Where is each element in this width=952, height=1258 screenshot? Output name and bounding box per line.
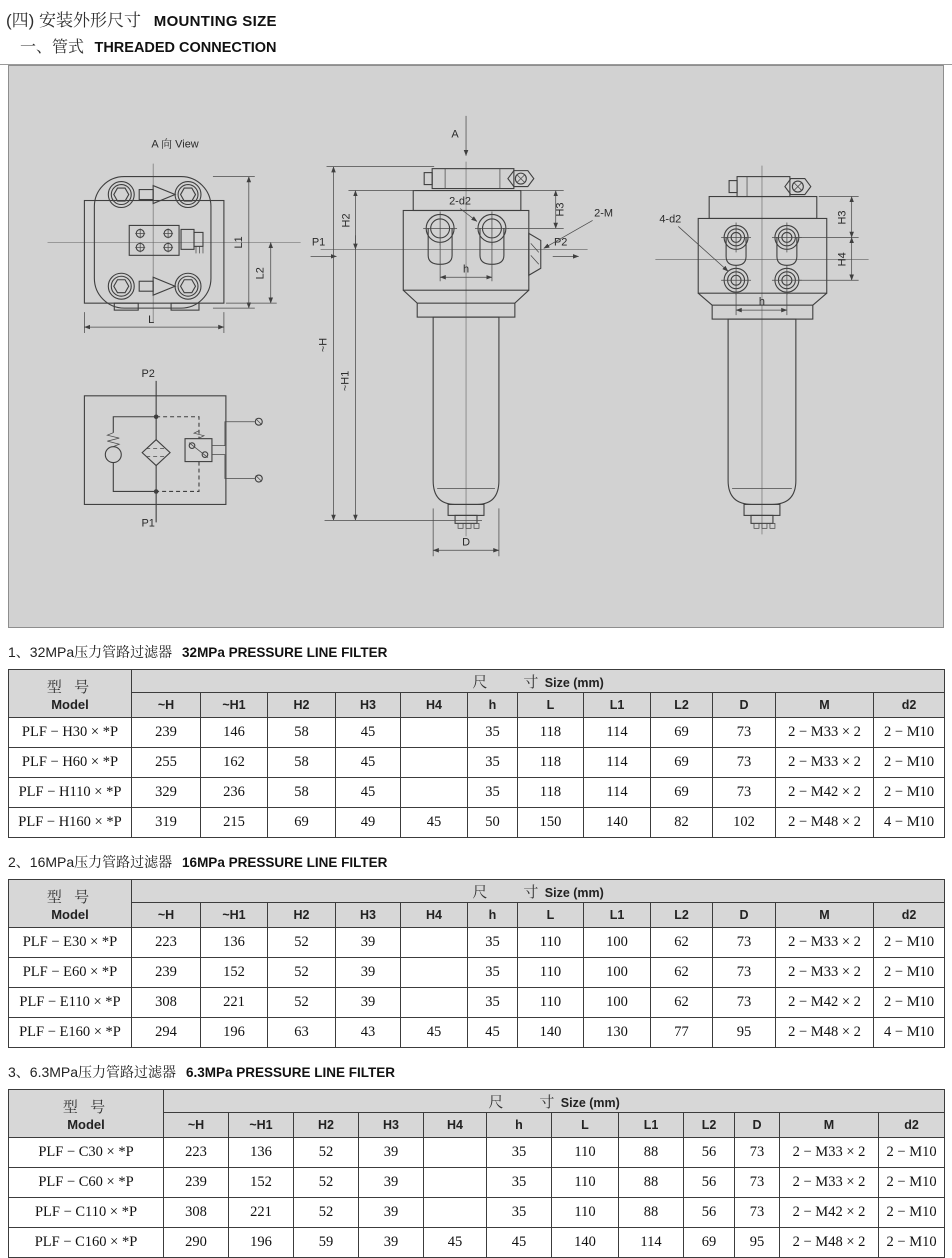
value-cell: 69 bbox=[651, 718, 713, 748]
value-cell: 56 bbox=[684, 1198, 735, 1228]
value-cell: 223 bbox=[164, 1138, 229, 1168]
table-row bbox=[9, 748, 945, 778]
value-cell: 73 bbox=[735, 1198, 780, 1228]
caption-zh: 3、6.3MPa压力管路过滤器 bbox=[8, 1064, 177, 1080]
value-cell: 58 bbox=[268, 778, 336, 808]
caption-zh: 1、32MPa压力管路过滤器 bbox=[8, 644, 173, 660]
value-cell: 239 bbox=[132, 718, 201, 748]
value-cell: 2 − M10 bbox=[879, 1228, 945, 1258]
port-label-p2: P2 bbox=[553, 236, 568, 249]
value-cell: 69 bbox=[268, 808, 336, 838]
value-cell: 88 bbox=[619, 1198, 684, 1228]
value-cell: 118 bbox=[518, 718, 584, 748]
dim-label-l1: L1 bbox=[232, 236, 245, 249]
value-cell: 2 − M42 × 2 bbox=[776, 778, 874, 808]
value-cell: 319 bbox=[132, 808, 201, 838]
column-header-h4: H4 bbox=[401, 903, 468, 928]
value-cell: 110 bbox=[518, 988, 584, 1018]
value-cell: 114 bbox=[619, 1228, 684, 1258]
model-cell: PLF − E30 × *P bbox=[9, 928, 132, 958]
value-cell: 45 bbox=[401, 1018, 468, 1048]
value-cell: 2 − M10 bbox=[874, 988, 945, 1018]
value-cell bbox=[424, 1138, 487, 1168]
column-header-h2: H2 bbox=[268, 903, 336, 928]
value-cell: 35 bbox=[487, 1168, 552, 1198]
value-cell: 62 bbox=[651, 958, 713, 988]
column-header-h3: H3 bbox=[336, 903, 401, 928]
value-cell: 73 bbox=[713, 958, 776, 988]
model-cell: PLF − C30 × *P bbox=[9, 1138, 164, 1168]
value-cell: 39 bbox=[336, 958, 401, 988]
column-header-l: L bbox=[518, 903, 584, 928]
column-header-h: ~H bbox=[132, 693, 201, 718]
value-cell: 308 bbox=[132, 988, 201, 1018]
technical-drawing bbox=[8, 65, 944, 628]
column-header-l1: L1 bbox=[619, 1113, 684, 1138]
table-row bbox=[9, 1018, 945, 1048]
table-row bbox=[9, 1198, 945, 1228]
dim-label-h-total: ~H bbox=[317, 337, 330, 353]
table-row bbox=[9, 928, 945, 958]
value-cell: 239 bbox=[132, 958, 201, 988]
column-header-l2: L2 bbox=[651, 903, 713, 928]
value-cell: 63 bbox=[268, 1018, 336, 1048]
page-title bbox=[0, 4, 952, 31]
page-header bbox=[0, 0, 952, 65]
value-cell: 52 bbox=[294, 1198, 359, 1228]
value-cell: 56 bbox=[684, 1138, 735, 1168]
column-header-d: D bbox=[713, 903, 776, 928]
value-cell bbox=[401, 748, 468, 778]
value-cell: 2 − M33 × 2 bbox=[776, 718, 874, 748]
dim-label-h2: H2 bbox=[340, 213, 353, 228]
value-cell: 2 − M48 × 2 bbox=[776, 808, 874, 838]
size-header-zh: 尺 寸 bbox=[472, 883, 541, 901]
value-cell: 56 bbox=[684, 1168, 735, 1198]
value-cell: 221 bbox=[229, 1198, 294, 1228]
model-cell: PLF − C110 × *P bbox=[9, 1198, 164, 1228]
value-cell: 2 − M10 bbox=[879, 1138, 945, 1168]
value-cell: 2 − M33 × 2 bbox=[776, 748, 874, 778]
callout-4-d2: 4-d2 bbox=[659, 213, 682, 226]
model-header-zh: 型 号 bbox=[46, 888, 94, 906]
value-cell: 239 bbox=[164, 1168, 229, 1198]
column-header-h: ~H bbox=[164, 1113, 229, 1138]
model-cell: PLF − E110 × *P bbox=[9, 988, 132, 1018]
value-cell: 2 − M10 bbox=[874, 958, 945, 988]
column-header-h2: H2 bbox=[268, 693, 336, 718]
value-cell: 2 − M33 × 2 bbox=[780, 1168, 879, 1198]
table-caption-32mpa bbox=[8, 642, 952, 662]
table-row bbox=[9, 958, 945, 988]
column-header-l2: L2 bbox=[651, 693, 713, 718]
column-header-h1: ~H1 bbox=[229, 1113, 294, 1138]
column-header-h: ~H bbox=[132, 903, 201, 928]
table-row bbox=[9, 1228, 945, 1258]
value-cell: 140 bbox=[584, 808, 651, 838]
value-cell: 152 bbox=[229, 1168, 294, 1198]
value-cell: 114 bbox=[584, 748, 651, 778]
drawing-svg bbox=[9, 66, 943, 627]
value-cell: 69 bbox=[651, 748, 713, 778]
value-cell: 118 bbox=[518, 748, 584, 778]
value-cell: 146 bbox=[201, 718, 268, 748]
caption-zh: 2、16MPa压力管路过滤器 bbox=[8, 854, 173, 870]
model-cell: PLF − E60 × *P bbox=[9, 958, 132, 988]
value-cell: 39 bbox=[359, 1228, 424, 1258]
column-header-d: D bbox=[735, 1113, 780, 1138]
column-header-d: D bbox=[713, 693, 776, 718]
column-header-h: h bbox=[468, 903, 518, 928]
size-header-zh: 尺 寸 bbox=[488, 1093, 557, 1111]
model-cell: PLF − C60 × *P bbox=[9, 1168, 164, 1198]
value-cell: 110 bbox=[552, 1198, 619, 1228]
model-column-header bbox=[9, 670, 132, 718]
column-header-l: L bbox=[518, 693, 584, 718]
value-cell: 2 − M42 × 2 bbox=[776, 988, 874, 1018]
dim-label-h3: H3 bbox=[554, 202, 567, 217]
column-header-m: M bbox=[776, 693, 874, 718]
value-cell: 150 bbox=[518, 808, 584, 838]
value-cell: 2 − M33 × 2 bbox=[776, 928, 874, 958]
value-cell: 88 bbox=[619, 1138, 684, 1168]
value-cell: 114 bbox=[584, 778, 651, 808]
value-cell: 110 bbox=[518, 928, 584, 958]
value-cell: 2 − M10 bbox=[879, 1198, 945, 1228]
value-cell: 118 bbox=[518, 778, 584, 808]
size-header bbox=[132, 880, 945, 903]
column-header-h2: H2 bbox=[294, 1113, 359, 1138]
value-cell: 39 bbox=[359, 1138, 424, 1168]
side-view bbox=[655, 166, 868, 535]
column-header-h4: H4 bbox=[401, 693, 468, 718]
value-cell: 196 bbox=[201, 1018, 268, 1048]
value-cell: 290 bbox=[164, 1228, 229, 1258]
column-header-h3: H3 bbox=[359, 1113, 424, 1138]
value-cell: 255 bbox=[132, 748, 201, 778]
column-header-d2: d2 bbox=[879, 1113, 945, 1138]
size-header bbox=[132, 670, 945, 693]
value-cell: 4 − M10 bbox=[874, 1018, 945, 1048]
bolt-hole bbox=[175, 273, 201, 299]
value-cell: 100 bbox=[584, 958, 651, 988]
value-cell: 102 bbox=[713, 808, 776, 838]
value-cell: 69 bbox=[684, 1228, 735, 1258]
model-header-en: Model bbox=[51, 906, 89, 922]
dim-label-h: h bbox=[462, 263, 470, 276]
column-header-h3: H3 bbox=[336, 693, 401, 718]
value-cell: 52 bbox=[294, 1138, 359, 1168]
callout-2-d2: 2-d2 bbox=[449, 195, 472, 208]
column-header-m: M bbox=[776, 903, 874, 928]
value-cell: 162 bbox=[201, 748, 268, 778]
value-cell: 45 bbox=[336, 718, 401, 748]
value-cell: 2 − M10 bbox=[874, 748, 945, 778]
port-label-p2: P2 bbox=[141, 367, 155, 380]
value-cell: 73 bbox=[735, 1168, 780, 1198]
size-header-en: Size (mm) bbox=[544, 885, 604, 900]
column-header-l1: L1 bbox=[584, 903, 651, 928]
value-cell: 35 bbox=[487, 1138, 552, 1168]
model-header-en: Model bbox=[51, 696, 89, 712]
model-header-zh: 型 号 bbox=[46, 678, 94, 696]
dim-label-h: h bbox=[758, 296, 766, 309]
value-cell: 294 bbox=[132, 1018, 201, 1048]
value-cell: 50 bbox=[468, 808, 518, 838]
value-cell: 73 bbox=[713, 718, 776, 748]
column-header-l1: L1 bbox=[584, 693, 651, 718]
value-cell bbox=[424, 1168, 487, 1198]
dim-label-l2: L2 bbox=[254, 267, 267, 280]
filter-symbol bbox=[142, 440, 170, 466]
value-cell: 2 − M10 bbox=[874, 778, 945, 808]
value-cell: 136 bbox=[201, 928, 268, 958]
value-cell: 73 bbox=[713, 748, 776, 778]
value-cell: 2 − M48 × 2 bbox=[780, 1228, 879, 1258]
front-view bbox=[311, 116, 613, 556]
port-label-p1: P1 bbox=[311, 236, 326, 249]
table-caption-6-3mpa bbox=[8, 1062, 952, 1082]
dimension-table-6-3mpa bbox=[8, 1089, 945, 1258]
value-cell: 77 bbox=[651, 1018, 713, 1048]
dim-label-h1: ~H1 bbox=[339, 370, 352, 392]
value-cell: 58 bbox=[268, 748, 336, 778]
value-cell: 215 bbox=[201, 808, 268, 838]
table-caption-16mpa bbox=[8, 852, 952, 872]
value-cell: 59 bbox=[294, 1228, 359, 1258]
model-header-zh: 型 号 bbox=[62, 1098, 110, 1116]
caption-en: 6.3MPa PRESSURE LINE FILTER bbox=[185, 1065, 395, 1080]
value-cell bbox=[424, 1198, 487, 1228]
value-cell: 82 bbox=[651, 808, 713, 838]
column-header-d2: d2 bbox=[874, 693, 945, 718]
value-cell: 130 bbox=[584, 1018, 651, 1048]
size-header bbox=[164, 1090, 945, 1113]
bolt-hole bbox=[772, 265, 802, 295]
value-cell: 2 − M10 bbox=[874, 718, 945, 748]
dim-label-h4: H4 bbox=[836, 252, 849, 267]
column-header-h1: ~H1 bbox=[201, 903, 268, 928]
value-cell: 140 bbox=[518, 1018, 584, 1048]
dimension-table-16mpa bbox=[8, 879, 945, 1048]
dim-label-l: L bbox=[148, 314, 155, 327]
value-cell: 39 bbox=[359, 1168, 424, 1198]
model-cell: PLF − C160 × *P bbox=[9, 1228, 164, 1258]
value-cell: 45 bbox=[487, 1228, 552, 1258]
column-header-h: h bbox=[487, 1113, 552, 1138]
callout-2-m: 2-M bbox=[594, 207, 613, 220]
value-cell: 39 bbox=[359, 1198, 424, 1228]
pressure-switch-symbol bbox=[156, 417, 262, 492]
column-header-d2: d2 bbox=[874, 903, 945, 928]
model-cell: PLF − H160 × *P bbox=[9, 808, 132, 838]
page-subtitle bbox=[0, 31, 952, 64]
model-cell: PLF − H30 × *P bbox=[9, 718, 132, 748]
value-cell bbox=[401, 958, 468, 988]
table-row bbox=[9, 808, 945, 838]
value-cell: 308 bbox=[164, 1198, 229, 1228]
model-cell: PLF − H60 × *P bbox=[9, 748, 132, 778]
table-row bbox=[9, 988, 945, 1018]
value-cell: 329 bbox=[132, 778, 201, 808]
value-cell: 45 bbox=[424, 1228, 487, 1258]
column-header-h1: ~H1 bbox=[201, 693, 268, 718]
value-cell bbox=[401, 928, 468, 958]
model-column-header bbox=[9, 880, 132, 928]
value-cell: 110 bbox=[552, 1168, 619, 1198]
value-cell: 45 bbox=[336, 748, 401, 778]
table-row bbox=[9, 1168, 945, 1198]
value-cell: 69 bbox=[651, 778, 713, 808]
value-cell: 73 bbox=[713, 778, 776, 808]
bypass-valve-symbol bbox=[105, 417, 156, 492]
value-cell: 73 bbox=[713, 988, 776, 1018]
value-cell: 100 bbox=[584, 928, 651, 958]
model-column-header bbox=[9, 1090, 164, 1138]
caption-en: 32MPa PRESSURE LINE FILTER bbox=[182, 645, 388, 660]
value-cell: 95 bbox=[713, 1018, 776, 1048]
value-cell: 43 bbox=[336, 1018, 401, 1048]
value-cell: 2 − M33 × 2 bbox=[776, 958, 874, 988]
page-title-en: MOUNTING SIZE bbox=[153, 13, 277, 30]
value-cell: 2 − M33 × 2 bbox=[780, 1138, 879, 1168]
page-subtitle-zh: 一、管式 bbox=[20, 39, 85, 56]
column-header-l2: L2 bbox=[684, 1113, 735, 1138]
model-header-en: Model bbox=[67, 1116, 105, 1132]
table-row bbox=[9, 778, 945, 808]
value-cell: 35 bbox=[468, 718, 518, 748]
section-arrow-label: A bbox=[451, 128, 459, 141]
dim-label-d: D bbox=[462, 536, 470, 549]
view-a-top bbox=[48, 137, 301, 333]
value-cell: 114 bbox=[584, 718, 651, 748]
flow-arrow-icon bbox=[139, 186, 175, 296]
value-cell: 39 bbox=[336, 928, 401, 958]
table-row bbox=[9, 718, 945, 748]
value-cell: 110 bbox=[552, 1138, 619, 1168]
port-label-p1: P1 bbox=[141, 517, 155, 530]
model-cell: PLF − H110 × *P bbox=[9, 778, 132, 808]
column-header-h: h bbox=[468, 693, 518, 718]
model-cell: PLF − E160 × *P bbox=[9, 1018, 132, 1048]
page-title-zh: (四) 安装外形尺寸 bbox=[6, 11, 142, 30]
page-subtitle-en: THREADED CONNECTION bbox=[94, 40, 277, 56]
value-cell: 2 − M10 bbox=[879, 1168, 945, 1198]
size-header-zh: 尺 寸 bbox=[472, 673, 541, 691]
value-cell: 2 − M48 × 2 bbox=[776, 1018, 874, 1048]
bolt-hole bbox=[721, 265, 751, 295]
table-row bbox=[9, 1138, 945, 1168]
value-cell: 52 bbox=[268, 958, 336, 988]
value-cell: 45 bbox=[401, 808, 468, 838]
value-cell: 35 bbox=[468, 958, 518, 988]
value-cell: 35 bbox=[487, 1198, 552, 1228]
value-cell: 45 bbox=[468, 1018, 518, 1048]
value-cell: 2 − M10 bbox=[874, 928, 945, 958]
value-cell: 140 bbox=[552, 1228, 619, 1258]
column-header-m: M bbox=[780, 1113, 879, 1138]
value-cell: 52 bbox=[294, 1168, 359, 1198]
value-cell: 58 bbox=[268, 718, 336, 748]
value-cell: 73 bbox=[713, 928, 776, 958]
value-cell: 52 bbox=[268, 928, 336, 958]
value-cell: 100 bbox=[584, 988, 651, 1018]
hydraulic-schematic bbox=[84, 368, 262, 529]
bolt-hole bbox=[108, 273, 134, 299]
value-cell bbox=[401, 778, 468, 808]
value-cell: 236 bbox=[201, 778, 268, 808]
clogging-indicator bbox=[327, 167, 534, 189]
value-cell: 2 − M42 × 2 bbox=[780, 1198, 879, 1228]
dimension-table-32mpa bbox=[8, 669, 945, 838]
column-header-h4: H4 bbox=[424, 1113, 487, 1138]
caption-en: 16MPa PRESSURE LINE FILTER bbox=[182, 855, 388, 870]
bolt-hole bbox=[108, 182, 134, 208]
value-cell bbox=[401, 718, 468, 748]
value-cell: 196 bbox=[229, 1228, 294, 1258]
size-header-en: Size (mm) bbox=[560, 1095, 620, 1110]
value-cell bbox=[401, 988, 468, 1018]
value-cell: 52 bbox=[268, 988, 336, 1018]
value-cell: 136 bbox=[229, 1138, 294, 1168]
value-cell: 35 bbox=[468, 748, 518, 778]
value-cell: 4 − M10 bbox=[874, 808, 945, 838]
size-header-en: Size (mm) bbox=[544, 675, 604, 690]
bolt-hole bbox=[175, 182, 201, 208]
value-cell: 110 bbox=[518, 958, 584, 988]
indicator-block bbox=[129, 225, 203, 255]
value-cell: 39 bbox=[336, 988, 401, 1018]
value-cell: 95 bbox=[735, 1228, 780, 1258]
view-a-label: A 向 View bbox=[151, 138, 199, 151]
value-cell: 62 bbox=[651, 928, 713, 958]
value-cell: 35 bbox=[468, 988, 518, 1018]
value-cell: 73 bbox=[735, 1138, 780, 1168]
value-cell: 35 bbox=[468, 928, 518, 958]
value-cell: 62 bbox=[651, 988, 713, 1018]
value-cell: 35 bbox=[468, 778, 518, 808]
value-cell: 49 bbox=[336, 808, 401, 838]
value-cell: 152 bbox=[201, 958, 268, 988]
value-cell: 45 bbox=[336, 778, 401, 808]
column-header-l: L bbox=[552, 1113, 619, 1138]
value-cell: 221 bbox=[201, 988, 268, 1018]
value-cell: 88 bbox=[619, 1168, 684, 1198]
dim-label-h3: H3 bbox=[836, 210, 849, 225]
value-cell: 223 bbox=[132, 928, 201, 958]
clogging-indicator bbox=[729, 177, 811, 197]
